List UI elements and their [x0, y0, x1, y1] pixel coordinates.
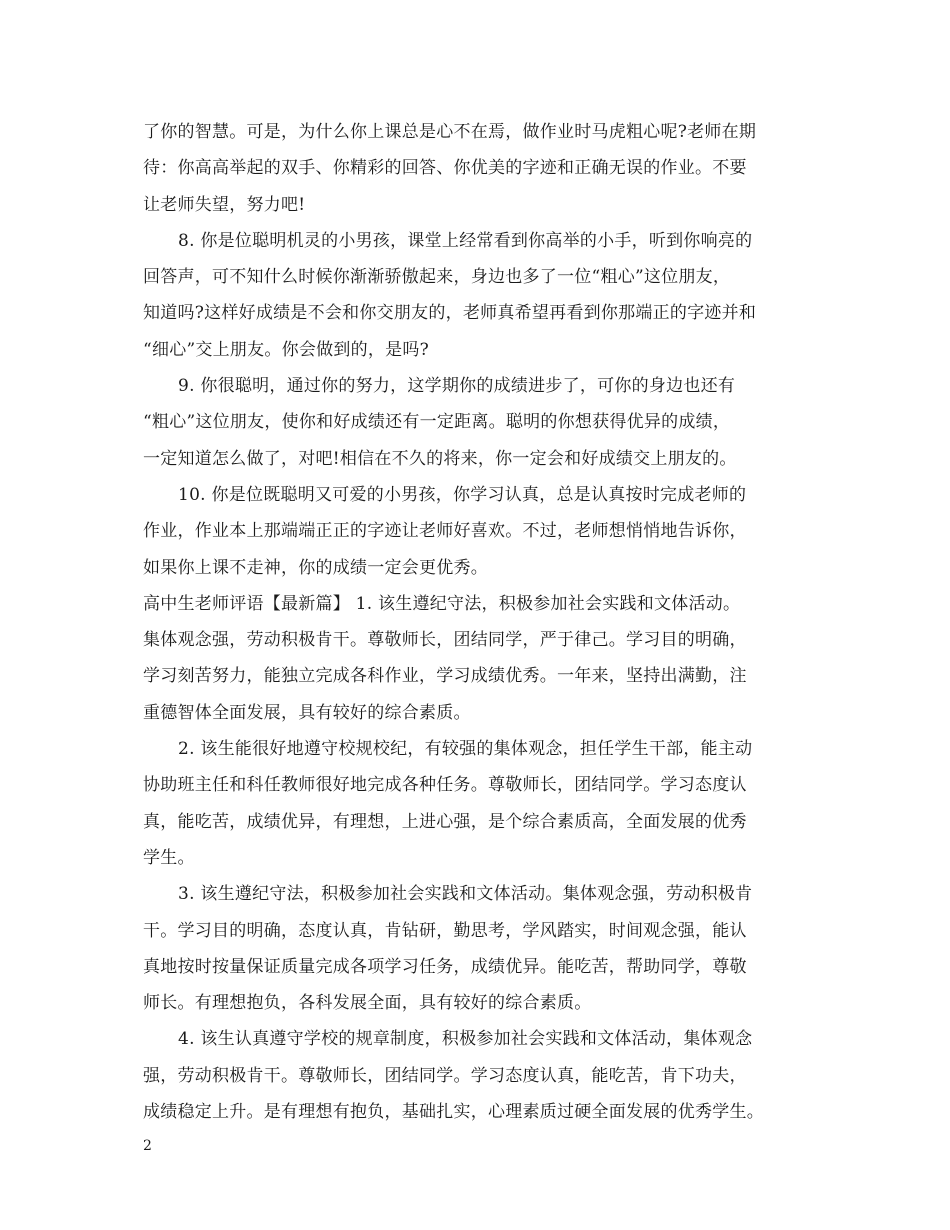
- text-line: 协助班主任和科任教师很好地完成各种任务。尊敬师长，团结同学。学习态度认: [143, 775, 747, 796]
- text-line: 师长。有理想抱负，各科发展全面，具有较好的综合素质。: [143, 993, 592, 1014]
- text-line: 回答声，可不知什么时候你渐渐骄傲起来，身边也多了一位“粗心”这位朋友，: [143, 267, 731, 288]
- text-line: 学习刻苦努力，能独立完成各科作业，学习成绩优秀。一年来，坚持出满勤，注: [143, 666, 747, 687]
- text-line: 知道吗?这样好成绩是不会和你交朋友的，老师真希望再看到你那端正的字迹并和: [143, 303, 757, 324]
- document-body: [143, 114, 833, 1130]
- text-line: 了你的智慧。可是，为什么你上课总是心不在焉，做作业时马虎粗心呢?老师在期: [143, 122, 757, 142]
- text-line: 让老师失望，努力吧!: [143, 194, 306, 215]
- text-line: 作业，作业本上那端端正正的字迹让老师好喜欢。不过，老师想悄悄地告诉你，: [143, 521, 747, 542]
- text-line: 8. 你是位聪明机灵的小男孩，课堂上经常看到你高举的小手，听到你响亮的: [178, 230, 753, 251]
- text-line: 3. 该生遵纪守法，积极参加社会实践和文体活动。集体观念强，劳动积极肯: [178, 884, 753, 905]
- text-line: 集体观念强，劳动积极肯干。尊敬师长，团结同学，严于律己。学习目的明确，: [143, 630, 747, 651]
- text-line: 9. 你很聪明，通过你的努力，这学期你的成绩进步了，可你的身边也还有: [178, 376, 736, 397]
- page-number: 2: [143, 1138, 152, 1154]
- text-line: 如果你上课不走神，你的成绩一定会更优秀。: [143, 557, 488, 578]
- text-line: 4. 该生认真遵守学校的规章制度，积极参加社会实践和文体活动，集体观念: [178, 1029, 753, 1050]
- section-heading-line: 高中生老师评语【最新篇】 1. 该生遵纪守法，积极参加社会实践和文体活动。: [143, 593, 741, 614]
- text-line: 强，劳动积极肯干。尊敬师长，团结同学。学习态度认真，能吃苦，肯下功夫，: [143, 1065, 747, 1086]
- text-line: 2. 该生能很好地遵守校规校纪，有较强的集体观念，担任学生干部，能主动: [178, 739, 753, 760]
- text-line: 学生。: [143, 847, 195, 868]
- text-line: “粗心”这位朋友，使你和好成绩还有一定距离。聪明的你想获得优异的成绩，: [143, 412, 731, 433]
- text-line: 真，能吃苦，成绩优异，有理想，上进心强，是个综合素质高，全面发展的优秀: [143, 811, 747, 832]
- text-line: 重德智体全面发展，具有较好的综合素质。: [143, 702, 471, 723]
- text-line: “细心”交上朋友。你会做到的，是吗?: [143, 339, 429, 360]
- text-line: 干。学习目的明确，态度认真，肯钻研，勤思考，学风踏实，时间观念强，能认: [143, 920, 747, 941]
- text-line: 10. 你是位既聪明又可爱的小男孩，你学习认真，总是认真按时完成老师的: [178, 484, 747, 505]
- text-line: 一定知道怎么做了，对吧!相信在不久的将来，你一定会和好成绩交上朋友的。: [143, 448, 737, 469]
- text-line: 成绩稳定上升。是有理想有抱负，基础扎实，心理素质过硬全面发展的优秀学生。: [143, 1102, 764, 1123]
- text-line: 真地按时按量保证质量完成各项学习任务，成绩优异。能吃苦，帮助同学，尊敬: [143, 956, 747, 977]
- text-line: 待：你高高举起的双手、你精彩的回答、你优美的字迹和正确无误的作业。不要: [143, 158, 747, 179]
